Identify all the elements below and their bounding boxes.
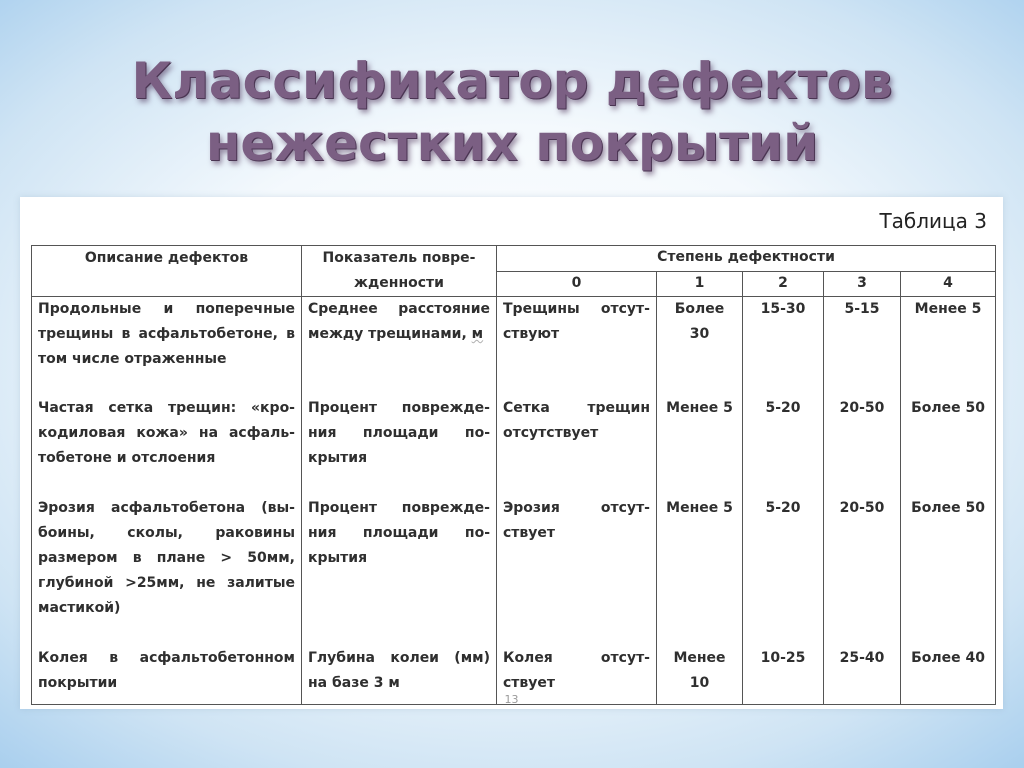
row-degree-0: Сетка трещин отсутствует [497, 396, 657, 496]
row-degree-3: 5-15 [824, 297, 901, 396]
slide-title [0, 50, 1024, 174]
row-degree-1: Менее 10 [657, 646, 743, 705]
header-degree-4: 4 [901, 271, 996, 297]
row-degree-2: 15-30 [743, 297, 824, 396]
row-indicator: Процент поврежде- ния площади по- крытия [302, 396, 497, 496]
row-description: Эрозия асфальтобетона (вы- боины, сколы, раковины размером в плане > 50мм, глубиной >25мм, не залитые мастикой) [32, 496, 302, 646]
header-degree-1: 1 [657, 271, 743, 297]
header-indicator: Показатель повре- жденности [302, 246, 497, 297]
header-degree-0: 0 [497, 271, 657, 297]
row-degree-1: Менее 5 [657, 496, 743, 646]
row-description: Колея в асфальтобетонном покрытии [32, 646, 302, 705]
row-degree-0: Трещины отсут- ствуют [497, 297, 657, 396]
row-degree-1: Менее 5 [657, 396, 743, 496]
row-indicator-text: Среднее расстояние между трещинами, [308, 301, 490, 342]
row-degree-0: Колея отсут- ствует [497, 646, 657, 705]
row-degree-4: Более 50 [901, 396, 996, 496]
row-degree-2: 5-20 [743, 496, 824, 646]
row-description: Частая сетка трещин: «кро- кодиловая кожа» на асфаль- тобетоне и отслоения [32, 396, 302, 496]
page-number: 13 [504, 693, 519, 706]
row-indicator-unit: м [471, 326, 484, 342]
table-caption: Таблица 3 [879, 209, 987, 233]
document-page [20, 197, 1003, 709]
header-description: Описание дефектов [32, 246, 302, 297]
row-degree-3: 25-40 [824, 646, 901, 705]
row-degree-2: 5-20 [743, 396, 824, 496]
table-row [32, 396, 996, 496]
row-degree-4: Более 40 [901, 646, 996, 705]
row-degree-1: Более 30 [657, 297, 743, 396]
row-indicator: Процент поврежде- ния площади по- крытия [302, 496, 497, 646]
slide-title-line-1: Классификатор дефектов [131, 52, 893, 110]
row-description: Продольные и поперечные трещины в асфальтобетоне, в том числе отраженные [32, 297, 302, 396]
header-degree-3: 3 [824, 271, 901, 297]
defects-table [31, 245, 996, 705]
row-degree-4: Более 50 [901, 496, 996, 646]
row-indicator [302, 297, 497, 396]
row-degree-2: 10-25 [743, 646, 824, 705]
row-degree-0: Эрозия отсут- ствует [497, 496, 657, 646]
header-degree-2: 2 [743, 271, 824, 297]
row-indicator: Глубина колеи (мм) на базе 3 м [302, 646, 497, 705]
table-header-row [32, 246, 996, 272]
header-degree-group: Степень дефектности [497, 246, 996, 272]
row-degree-3: 20-50 [824, 396, 901, 496]
table-row [32, 496, 996, 646]
table-row [32, 297, 996, 396]
slide-title-line-2: нежестких покрытий [205, 114, 819, 172]
row-degree-3: 20-50 [824, 496, 901, 646]
row-degree-4: Менее 5 [901, 297, 996, 396]
